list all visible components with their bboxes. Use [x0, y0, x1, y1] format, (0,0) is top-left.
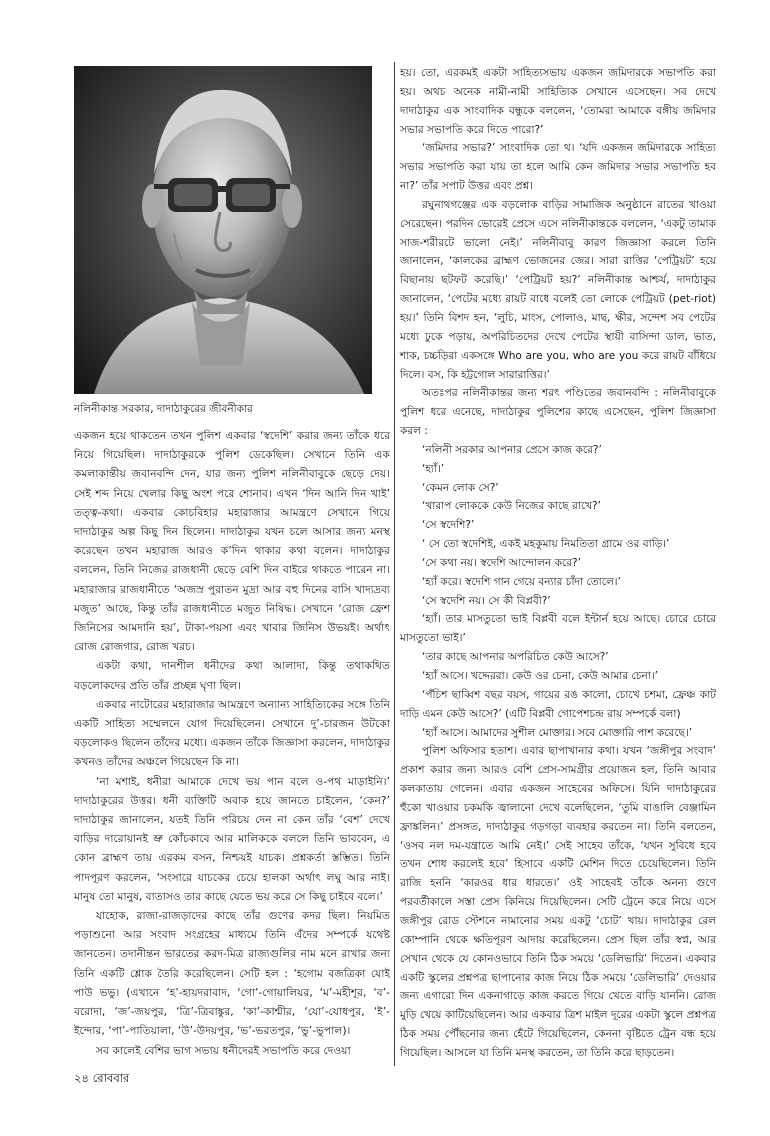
dialogue-line: ‘তার কাছে আপনার অপরিচিত কেউ আসে?’ [422, 651, 609, 664]
dialogue-line: ‘হ্যাঁ আসে। আমাদের সুশীল মোক্তার। সবে মোক্তারি পাশ করেছে।’ [422, 726, 693, 739]
dialogue-line: ‘সে স্বদেশি?’ [422, 519, 475, 532]
paragraph: একবার নাটোরের মহারাজার আমন্ত্রণে অন্যান্য সাহিত্যিকের সঙ্গে তিনি একটি সাহিত্য সম্মেলনে যোগ দিয়েছিলেন। সেখানে দু’-চারজন উটকো বড়লোকও ছিলেন তাঁদের মধ্যে। একজন তাঁকে জিজ্ঞাসা করলেন, দাদাঠাকুর কখনও তাঁদের অঞ্চলে গিয়েছেন কি না। [74, 697, 390, 769]
paragraph: অতঃপর নলিনীকান্তর জন্য শরৎ পণ্ডিতের জবানবন্দি : নলিনীবাবুকে পুলিশ ধরে এনেছে, দাদাঠাকুর পুলিশের কাছে এসেছেন, পুলিশ জিজ্ঞাসা করল : [400, 387, 716, 438]
page-folio: ২৪ রোববার [74, 1071, 130, 1085]
dialogue-line: ‘সে স্বদেশি নয়। সে কী বিপ্লবী?’ [422, 594, 551, 607]
photo-caption: নলিনীকান্ত সরকার, দাদাঠাকুরের জীবনীকার [74, 403, 253, 415]
paragraph: ‘জমিদার সভার?’ সাংবাদিক তো থ। ‘যদি একজন জমিদারকে সাহিত্য সভার সভাপতি করা যায় তা হলে আমি কেন জমিদার সভার সভাপতি হব না?’ তাঁর সপাট উত্তর এবং প্রশ্ন। [400, 142, 716, 193]
dialogue-line: ‘পঁচিশ ছাব্বিশ বছর বয়স, গায়ের রঙ কালো, চোখে চশমা, ফ্রেঞ্চ কাট দাড়ি এমন কেউ আসে?’ (এটি বিপ্লবী গোপেশচন্দ্র রায় সম্পর্কে বলা) [400, 688, 716, 720]
dialogue-line: ‘সে কথা নয়। স্বদেশি আন্দোলন করে?’ [422, 556, 581, 569]
paragraph: ‘না মশাই, ধনীরা আমাকে দেখে ভয় পান বলে ও-পথ মাড়াইনি।’ দাদাঠাকুরের উত্তর। ধনী ব্যক্তিটি অবাক হয়ে জানতে চাইলেন, ‘কেন?’ দাদাঠাকুর জানালেন, যতই তিনি পরিচয় দেন না কেন তাঁর ‘বেশ’ দেখে বাড়ির দারোয়ানই ভ্রু কোঁচকাবে আর মালিককে বললে তিনি ভাববেন, এ কোন ব্রাহ্মণ তায় এরকম বসন, নিশ্চয়ই যাচক। প্রশ্নকর্তা স্তম্ভিত। তিনি পাদপূরণ করলেন, ‘সংসারে যাচকের চেয়ে হালকা অর্থাৎ লঘু আর নাই। মানুষ তো মানুষ, বাতাসও তার কাছে যেতে ভয় করে সে কিছু চাইবে বলে।’ [74, 774, 390, 903]
dialogue-line: ‘হ্যাঁ করে। স্বদেশি গান গেয়ে বন্যার চাঁদা তোলে।’ [422, 575, 621, 588]
paragraph: একজন হয়ে থাকতেন তখন পুলিশ একবার ‘স্বদেশি’ করার জন্য তাঁকে ধরে নিয়ে গিয়েছিল। দাদাঠাকুরকে পুলিশ ডেকেছিল। সেখানে তিনি এক কমলাকান্তীয় জবানবন্দি দেন, যার জন্য পুলিশ নলিনীবাবুকে ছেড়ে দেয়। সেই শব্দ নিয়ে খেলার কিছু অংশ পরে শোনাব। এখন ‘দিন আনি দিন খাই’ তত্ত্ব-কথা। একবার কোচবিহার মহারাজার আমন্ত্রণে সেখানে গিয়ে দাদাঠাকুর অল্প কিছু দিন ছিলেন। দাদাঠাকুর যখন চলে আসার জন্য মনস্থ করেছেন তখন মহারাজ আরও ক’দিন থাকার কথা বলেন। দাদাঠাকুর বললেন, তিনি নিজের রাজধানী ছেড়ে বেশি দিন বাইরে থাকতে পারেন না। মহারাজার রাজধানীতে ‘অজস্র পুরাতন মুদ্রা আর বহু দিনের বাসি খাদ্যদ্রব্য মজুত’ আছে, কিন্তু তাঁর রাজধানীতে মজুত নিষিদ্ধ। সেখানে ‘রোজ ফ্রেশ জিনিসের আমদানি হয়’, টাকা-পয়সা এবং খাবার জিনিস উভয়ই। অর্থাৎ রোজ রোজগার, রোজ খরচ। [74, 429, 390, 654]
portrait-photo [74, 66, 372, 394]
right-article-column [400, 64, 716, 1063]
paragraph: যাহোক, রাজা-রাজড়াদের কাছে তাঁর গুণের কদর ছিল। নিয়মিত পড়াশুনো আর সংবাদ সংগ্রহের মাধ্যমে তিনি এঁদের সম্পর্কে যথেষ্ট জানতেন। তদানীন্তন ভারতের করদ-মিত্র রাজ্যগুলির নাম মনে রাখার জন্য তিনি একটি শ্লোক তৈরি করেছিলেন। সেটি হল : ‘হগোম বজত্রিকা যোই পাউ ভভু। (এখানে ‘হ’-হায়দরাবাদ, ‘গো’-গোয়ালিয়র, ‘ম’-মহীশূর, ‘ব’-বরোদা, ‘জ’-জয়পুর, ‘ত্রি’-ত্রিবাঙ্কুর, ‘কা’-কাশ্মীর, ‘যো’-যোধপুর, ‘ই’-ইন্দোর, ‘পা’-পাতিয়ালা, ‘উ’-উদয়পুর, ‘ভ’-ভরতপুর, ‘ভু’-ভুপাল)। [74, 909, 390, 1038]
paragraph: পুলিশ অফিসার হতাশ। এবার ছাপাখানার কথা। যখন ‘জঙ্গীপুর সংবাদ’ প্রকাশ করার জন্য আরও বেশি প্রেস-সামগ্রীর প্রয়োজন হল, তিনি আবার কলকাতায় গেলেন। এবার একজন সাহেবের অফিসে। যিনি দাদাঠাকুরের হুঁকো খাওয়ার চকমকি জ্বালানো দেখে বলেছিলেন, ‘তুমি বাঙালি বেঞ্জামিন ফ্রাঙ্কলিন।’ প্রসঙ্গত, দাদাঠাকুর গড়গড়া ব্যবহার করতেন না। তিনি বলতেন, ‘ওসব নল দম-যন্ত্রাতে আমি নেই।’ সেই সাহেব তাঁকে, ‘যখন সুবিধে হবে তখন শোধ করলেই হবে’ হিসাবে একটি মেশিন দিতে চেয়েছিলেন। তিনি রাজি হননি ‘কারওর ধার ধারতে।’ ওই সাহেবই তাঁকে অনন্য গুণে পরবর্তীকালে সস্তা প্রেস কিনিয়ে দিয়েছিলেন। সেটি ট্রেনে করে নিয়ে এসে জঙ্গীপুর রোড স্টেশনে নামানোর সময় একটু ‘চোট’ খায়। দাদাঠাকুর রেল কোম্পানি থেকে ক্ষতিপূরণ আদায় করেছিলেন। প্রেস ছিল তাঁর স্বপ্ন, আর সেখান থেকে যে কোনওভাবে তিনি ঠিক সময়ে ‘ডেলিভারি’ দিতেন। একবার একটি স্কুলের প্রশ্নপত্র ছাপানোর কাজ নিয়ে ঠিক সময়ে ‘ডেলিভারি’ দেওয়ার জন্য এগারো দিন একনাগাড়ে কাজ করতে গিয়ে খেতে বাড়ি যাননি। রোজ মুড়ি খেয়ে কাটিয়েছিলেন। আর একবার ত্রিশ মাইল দূরের একটা স্কুলে প্রশ্নপত্র ঠিক সময় পৌঁছনোর জন্য হেঁটে গিয়েছিলেন, কেননা বৃষ্টিতে ট্রেন বন্ধ হয়ে গিয়েছিল। আসলে যা তিনি মনস্থ করতেন, তা তিনি করে ছাড়তেন। [400, 745, 716, 1059]
dialogue-line: ‘হ্যাঁ। তার মাসতুতো ভাই বিপ্লবী বলে ইন্টার্ন হয়ে আছে। চোরে চোরে মাসতুতো ভাই।’ [400, 613, 716, 645]
dialogue-line: ‘হ্যাঁ আসে। খদ্দেররা। কেউ ওর চেনা, কেউ আমার চেনা।’ [422, 670, 658, 682]
dialogue-line: ‘হ্যাঁ।’ [422, 462, 445, 475]
dialogue-line: ‘ সে তো স্বদেশিই, একই মহকুমায় নিমতিতা গ্রামে ওর বাড়ি।’ [422, 538, 670, 551]
dialogue-line: ‘কেমন লোক সে?’ [422, 481, 499, 494]
paragraph: হয়। তো, এরকমই একটা সাহিত্যসভায় একজন জমিদারকে সভাপতি করা হয়। অথচ অনেক নামী-নামী সাহিত্যিক সেখানে এসেছেন। সব দেখে দাদাঠাকুর এক সাংবাদিক বন্ধুকে বললেন, ‘তোমরা আমাকে বঙ্গীয় জমিদার সভার সভাপতি করে দিতে পারো?’ [400, 67, 716, 136]
paragraph: রঘুনাথগঞ্জের এক বড়লোক বাড়ির সামাজিক অনুষ্ঠানে রাতের খাওয়া সেরেছেন। পরদিন ভোরেই প্রেসে এসে নলিনীকান্তকে বললেন, ‘একটু তামাক সাজ-শরীরটে ভালো নেই।’ নলিনীবাবু কারণ জিজ্ঞাসা করলে তিনি জানালেন, ‘কালকের ব্রাহ্মণ ভোজনের জের। সারা রাত্তির ‘পেট্রিয়ট’ হয়ে বিছানায় ছটফট করেছি।’ ‘পেট্রিয়ট হয়?’ নলিনীকান্ত আশ্চর্য, দাদাঠাকুর জানালেন, ‘পেটের মধ্যে রায়ট বাধে বলেই তো লোকে পেট্রিয়ট (pet-riot) হয়।’ তিনি বিশদ হন, ‘লুচি, মাংস, পোলাও, মাছ, ক্ষীর, সন্দেশ সব পেটের মধ্যে ঢুকে পড়ায়, অপরিচিতদের দেখে পেটের স্থায়ী বাসিন্দা ডাল, ভাত, শাক, চচ্চড়িরা একসঙ্গে Who are you, who are you করে রায়ট বাঁধিয়ে দিলে। বস, কি হট্টগোল সারারাত্তির।’ [400, 198, 716, 381]
portrait-image [74, 66, 372, 394]
left-article-column [74, 426, 390, 1060]
dialogue-line: ‘নলিনী সরকার আপনার প্রেসে কাজ করে?’ [422, 443, 602, 456]
column-divider [394, 62, 395, 1066]
paragraph: সব কালেই বেশির ভাগ সভায় ধনীদেরই সভাপতি করে দেওয়া [96, 1043, 351, 1057]
dialogue-line: ‘খারাপ লোককে কেউ নিজের কাছে রাখে?’ [422, 500, 602, 513]
paragraph: একটা কথা, দানশীল ধনীদের কথা আলাদা, কিন্তু তথাকথিত বড়লোকদের প্রতি তাঁর প্রচ্ছন্ন ঘৃণা ছিল। [74, 659, 390, 692]
